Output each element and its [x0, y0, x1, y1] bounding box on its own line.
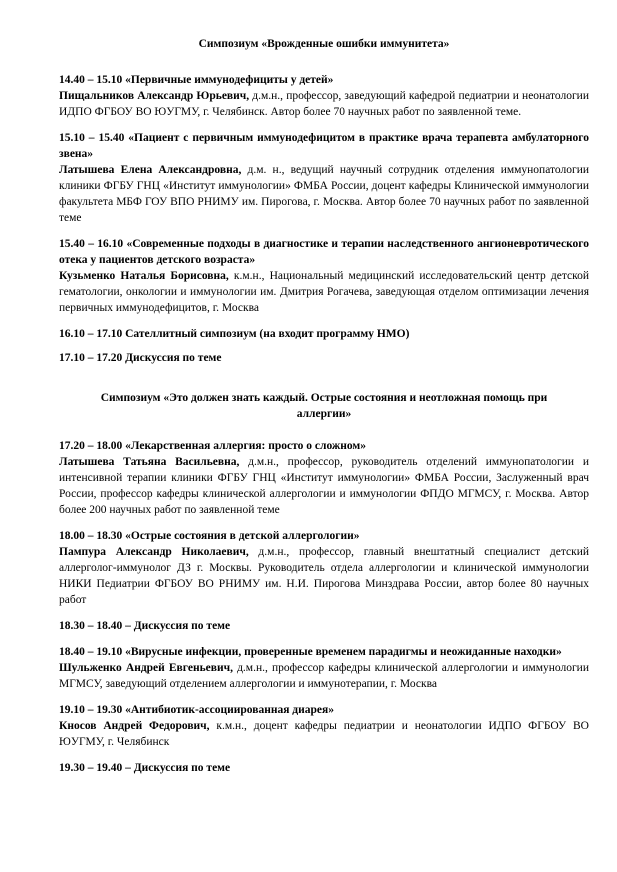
talk-4 — [59, 438, 589, 518]
talk-time-title: 18.40 – 19.10 «Вирусные инфекции, проверенные временем парадигмы и неожиданные находки» — [59, 646, 562, 658]
talk-speaker — [59, 454, 589, 518]
speaker-info: д.м. н., ведущий научный сотрудник отделения иммунопатологии клиники ФГБУ ГНЦ «Институт иммунологии» ФМБА России, доцент кафедры Клинической иммунологии факультета МБФ ГОУ ВПО РНИМУ им. Пирогова, г. Москва. Автор более 70 научных работ по заявленной теме — [59, 164, 590, 224]
speaker-name: Латышева Елена Александровна, — [59, 164, 242, 176]
talk-speaker — [59, 268, 589, 316]
symposium-2-title: Симпозиум «Это должен знать каждый. Острые состояния и неотложная помощь при аллергии» — [100, 392, 548, 420]
talk-time-title: 17.20 – 18.00 «Лекарственная аллергия: просто о сложном» — [59, 440, 366, 452]
speaker-info: к.м.н., доцент кафедры педиатрии и неонатологии ИДПО ФГБОУ ВО ЮУГМУ, г. Челябинск — [59, 720, 589, 748]
talk-3 — [59, 236, 589, 316]
speaker-name: Пищальников Александр Юрьевич, — [59, 90, 250, 102]
talk-speaker — [59, 544, 589, 608]
discussion-3: 19.30 – 19.40 – Дискуссия по теме — [59, 762, 231, 774]
talk-speaker — [59, 660, 589, 692]
speaker-name: Шульженко Андрей Евгеньевич, — [59, 662, 233, 674]
talk-time-title: 15.10 – 15.40 «Пациент с первичным иммунодефицитом в практике врача терапевта амбулаторного звена» — [59, 132, 589, 160]
discussion-1: 17.10 – 17.20 Дискуссия по теме — [59, 352, 222, 364]
speaker-name: Пампура Александр Николаевич, — [59, 546, 249, 558]
talk-speaker — [59, 88, 589, 120]
speaker-name: Латышева Татьяна Васильевна, — [59, 456, 240, 468]
speaker-name: Кузьменко Наталья Борисовна, — [59, 270, 229, 282]
talk-2 — [59, 130, 589, 226]
symposium-1-title: Симпозиум «Врожденные ошибки иммунитета» — [198, 38, 450, 50]
talk-7 — [59, 702, 589, 750]
talk-1 — [59, 72, 589, 120]
speaker-info: д.м.н., профессор, заведующий кафедрой педиатрии и неонатологии ИДПО ФГБОУ ВО ЮУГМУ, г. Челябинск. Автор более 70 научных работ по заявленной теме. — [59, 90, 589, 118]
satellite-symposium: 16.10 – 17.10 Сателлитный симпозиум (на входит программу НМО) — [59, 328, 410, 340]
talk-6 — [59, 644, 589, 692]
speaker-info: д.м.н., профессор кафедры клинической аллергологии и иммунологии МГМСУ, заведующий отделением аллергологии и иммунотерапии, г. Москва — [59, 662, 589, 690]
speaker-info: д.м.н., профессор, главный внештатный специалист детский аллерголог-иммунолог ДЗ г. Москвы. Руководитель отдела аллергологии и клинической иммунологии НИКИ Педиатрии ФГБОУ ВО РНИМУ им. Н.И. Пирогова Минздрава России, автор более 80 научных работ — [59, 546, 589, 606]
speaker-name: Кносов Андрей Федорович, — [59, 720, 210, 732]
talk-5 — [59, 528, 589, 608]
talk-time-title: 14.40 – 15.10 «Первичные иммунодефициты у детей» — [59, 74, 334, 86]
discussion-2: 18.30 – 18.40 – Дискуссия по теме — [59, 620, 231, 632]
speaker-info: к.м.н., Национальный медицинский исследовательский центр детской гематологии, онкологии и иммунологии им. Дмитрия Рогачева, заведующая отделом оптимизации лечения первичных иммунодефицитов, г. Москва — [59, 270, 589, 314]
talk-time-title: 19.10 – 19.30 «Антибиотик-ассоциированная диарея» — [59, 704, 334, 716]
talk-time-title: 18.00 – 18.30 «Острые состояния в детской аллергологии» — [59, 530, 360, 542]
talk-speaker — [59, 162, 589, 226]
speaker-info: д.м.н., профессор, руководитель отделений иммунопатологии и интенсивной терапии клиники ФГБУ ГНЦ «Институт иммунологии» ФМБА России, Заслуженный врач России, профессор кафедры клинической аллергологии и иммунологии ФПДО МГМСУ, г. Москва. Автор более 200 научных работ по заявленной теме — [59, 456, 589, 516]
talk-speaker — [59, 718, 589, 750]
program-page — [59, 36, 589, 786]
talk-time-title: 15.40 – 16.10 «Современные подходы в диагностике и терапии наследственного ангионевротического отека у пациентов детского возраста» — [59, 238, 589, 266]
